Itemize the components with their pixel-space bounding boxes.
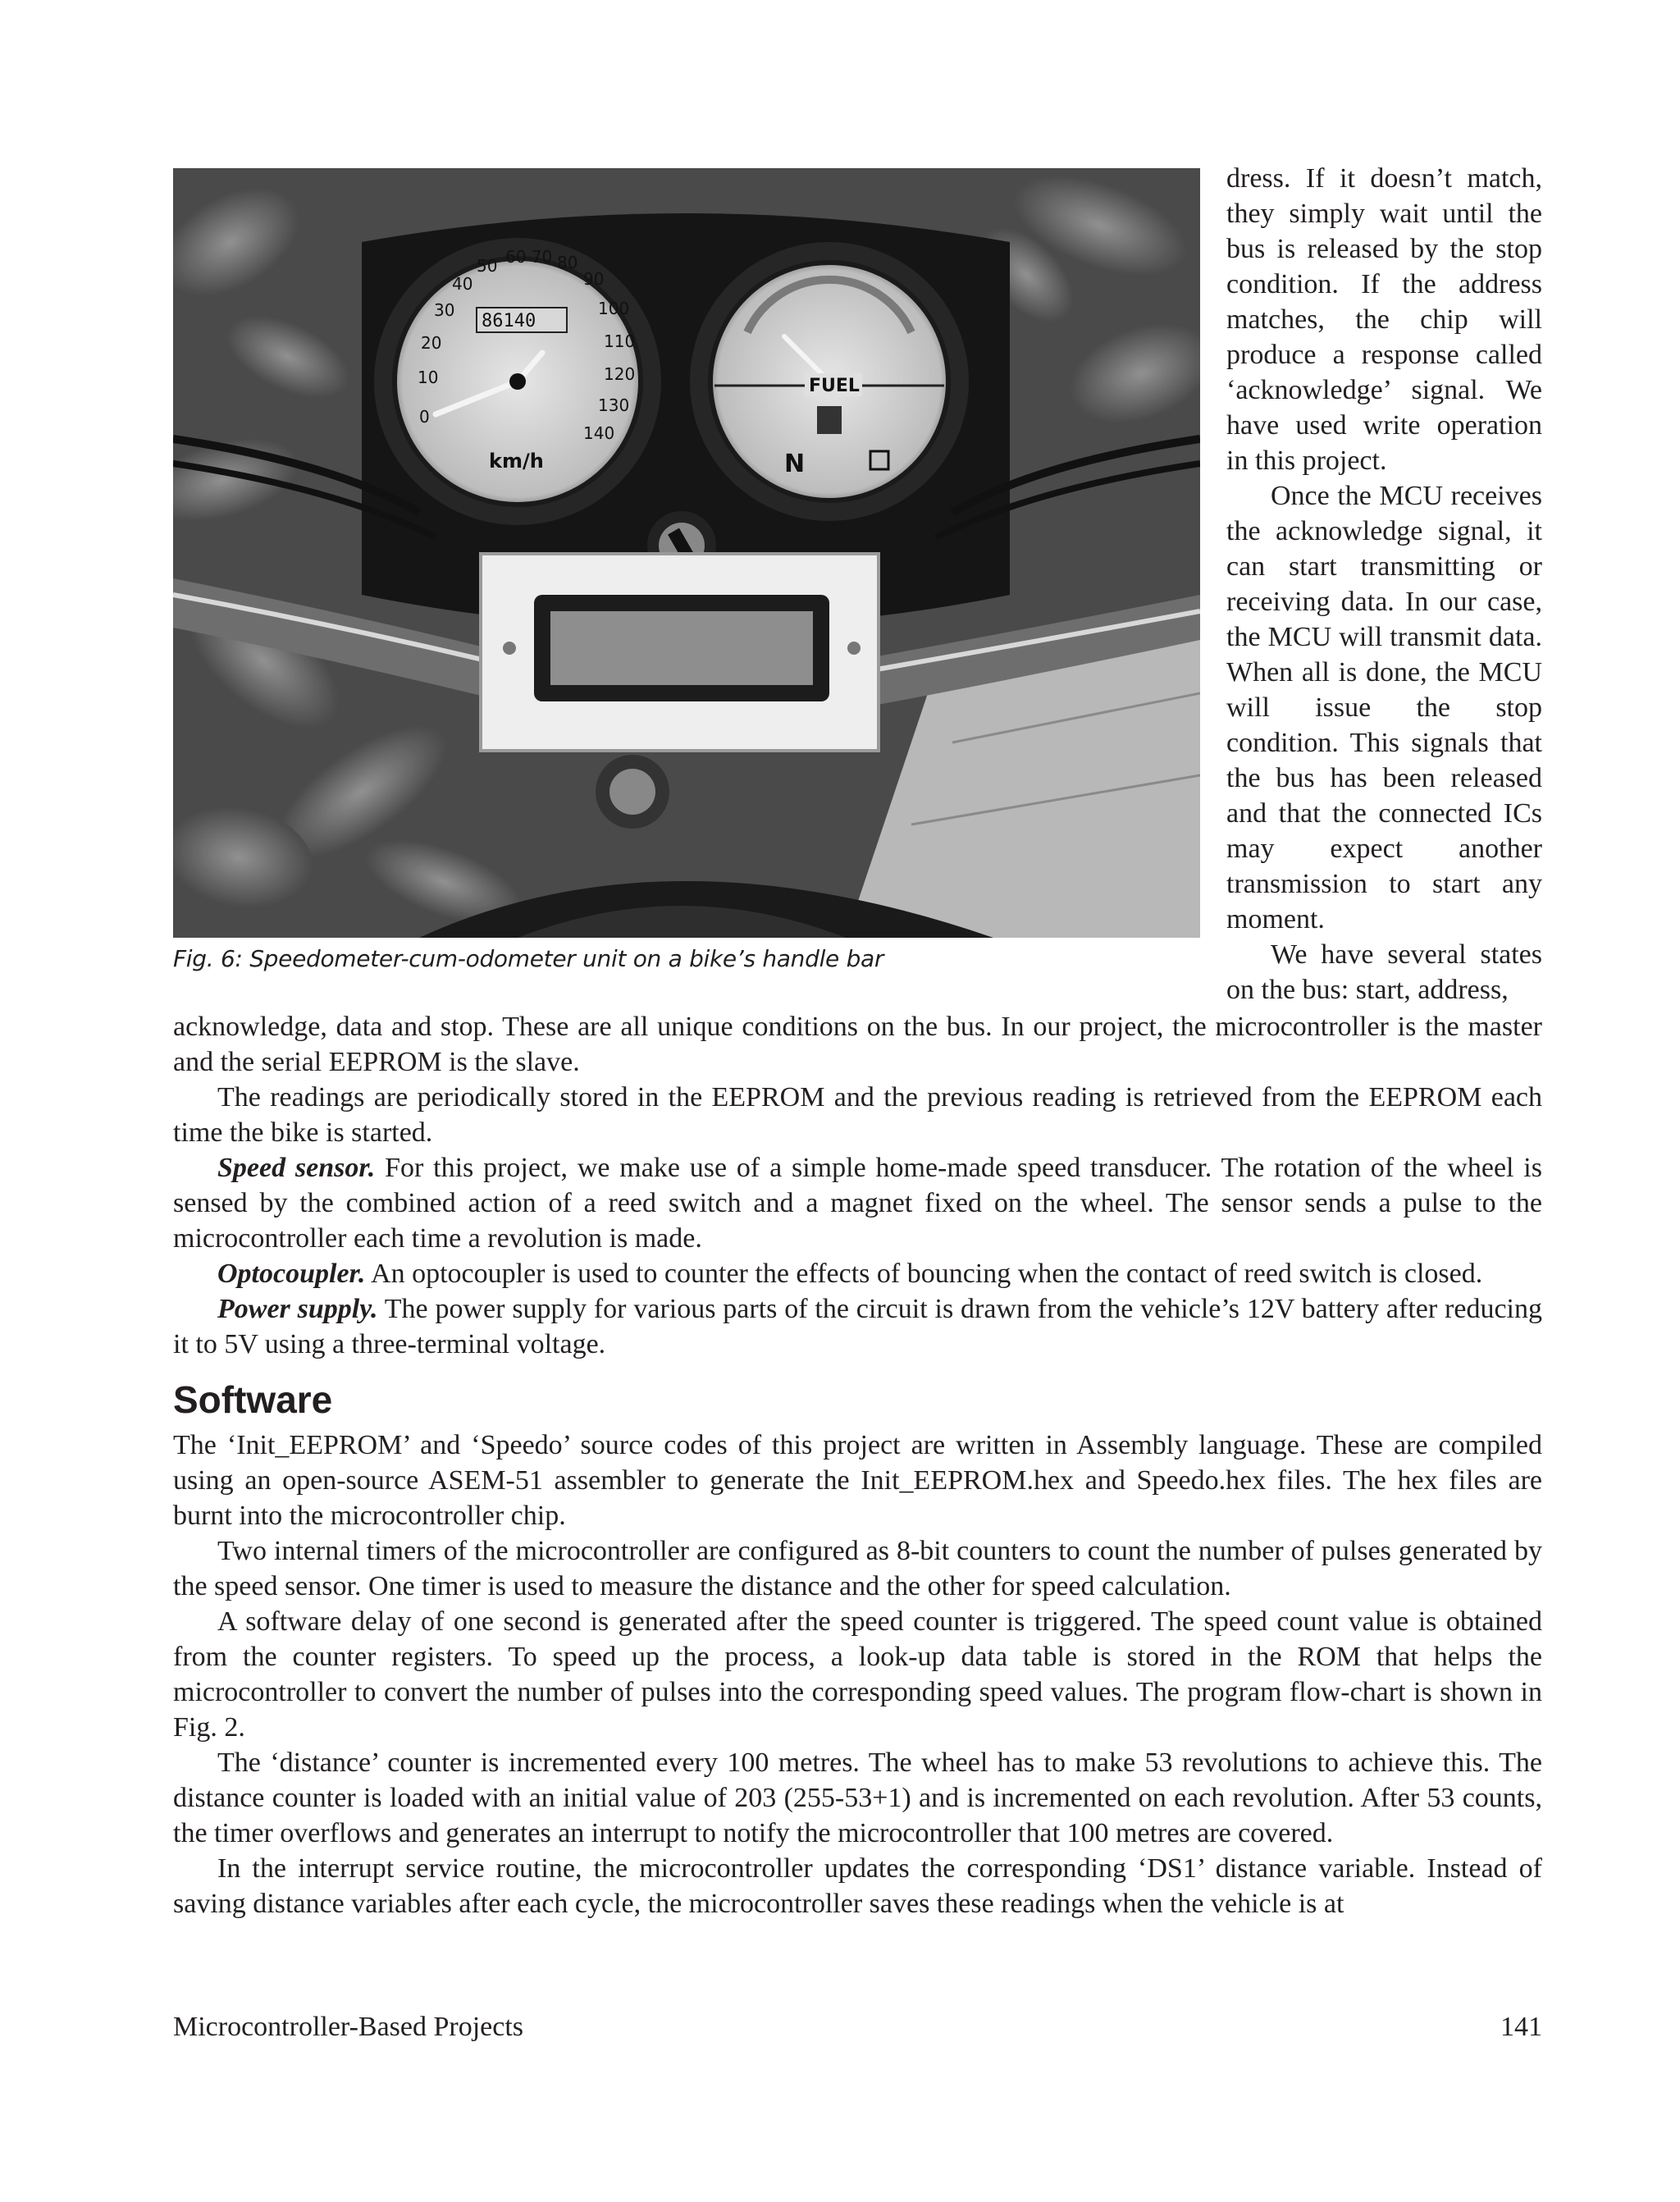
software-paragraph-3: A software delay of one second is generated after the speed counter is triggered. The speed count value is obtained from the counter registers. To speed up the process, a look-up data table is stored in the ROM that helps the microcontroller to convert the number of pulses into the corresponding speed values. The program flow-chart is shown in Fig. 2. [173,1606,1542,1743]
software-paragraph-4: The ‘distance’ counter is incremented every 100 metres. The wheel has to make 53 revolutions to achieve this. The distance counter is loaded with an initial value of 203 (255-53+1) and is incremented on each revolution. After 53 counts, the timer overflows and generates an interrupt to notify the microcontroller that 100 metres are covered. [173,1747,1542,1848]
svg-text:60 70: 60 70 [505,247,553,267]
software-paragraph-2: Two internal timers of the microcontroller are configured as 8-bit counters to count the number of pulses generated by the speed sensor. One timer is used to measure the distance and the other for speed calculation. [173,1536,1542,1601]
running-footer-title: Microcontroller-Based Projects [173,2012,524,2042]
svg-text:130: 130 [598,395,630,415]
side-paragraph-2: Once the MCU receives the acknowledge signal, it can start transmitting or receiving data. In our case, the MCU will transmit data. When all is done, the MCU will issue the stop condition. This signals that the bus has been released and that the connected ICs may expect another transmission to start any moment. [1226,481,1542,934]
figure-caption: Fig. 6: Speedometer-cum-odometer unit on a bike’s handle bar [173,945,884,972]
speed-sensor-text: For this project, we make use of a simple home-made speed transducer. The rotation of the wheel is sensed by the combined action of a reed switch and a magnet fixed on the wheel. The sensor sends a pulse to the microcontroller each time a revolution is made. [173,1153,1542,1254]
fuel-label: FUEL [809,376,860,396]
power-supply-heading: Power supply. [217,1294,378,1324]
software-paragraph-1: The ‘Init_EEPROM’ and ‘Speedo’ source codes of this project are written in Assembly language. These are compiled using an open-source ASEM-51 assembler to generate the Init_EEPROM.hex and Speedo.hex files. The hex files are burnt into the microcontroller chip. [173,1430,1542,1531]
svg-text:140: 140 [583,423,615,443]
power-supply-paragraph [173,1291,1542,1362]
neutral-label: N [784,450,806,478]
optocoupler-heading: Optocoupler. [217,1259,366,1289]
svg-text:90: 90 [583,269,605,289]
main-text-block [173,1009,1542,1921]
optocoupler-text: An optocoupler is used to counter the effects of bouncing when the contact of reed switch is closed. [365,1259,1483,1289]
main-paragraph-1: acknowledge, data and stop. These are all unique conditions on the bus. In our project, the microcontroller is the master and the serial EEPROM is the slave. [173,1012,1542,1077]
page-number: 141 [1500,2012,1542,2042]
speed-sensor-heading: Speed sensor. [217,1153,376,1183]
speed-sensor-paragraph [173,1150,1542,1256]
main-paragraph-2: The readings are periodically stored in the EEPROM and the previous reading is retrieved from the EEPROM each time the bike is started. [173,1082,1542,1148]
svg-text:50: 50 [477,256,498,276]
svg-text:20: 20 [421,333,442,353]
svg-text:100: 100 [598,299,630,318]
software-paragraph-5: In the interrupt service routine, the microcontroller updates the corresponding ‘DS1’ distance variable. Instead of saving distance variables after each cycle, the microcontroller saves these readings when the vehicle is at [173,1853,1542,1919]
svg-text:30: 30 [434,300,455,320]
speed-unit-label: km/h [489,450,544,473]
optocoupler-paragraph [173,1256,1542,1291]
svg-text:40: 40 [452,274,473,294]
svg-text:0: 0 [419,407,430,427]
software-heading: Software [173,1378,333,1421]
side-text-column [1226,161,1542,1007]
svg-text:80: 80 [557,253,578,272]
svg-text:120: 120 [604,364,636,384]
odometer-readout: 86140 [482,311,536,331]
svg-text:110: 110 [604,331,636,351]
speedometer-photo [173,168,1200,938]
svg-text:10: 10 [418,368,439,387]
power-supply-text: The power supply for various parts of the circuit is drawn from the vehicle’s 12V battery after reducing it to 5V using a three-terminal voltage. [173,1294,1543,1359]
side-paragraph-1: dress. If it doesn’t match, they simply wait until the bus is released by the stop condition. If the address matches, the chip will produce a response called ‘acknowledge’ signal. We have used write operation in this project. [1226,163,1542,476]
side-paragraph-3: We have several states on the bus: start, address, [1226,939,1542,1005]
